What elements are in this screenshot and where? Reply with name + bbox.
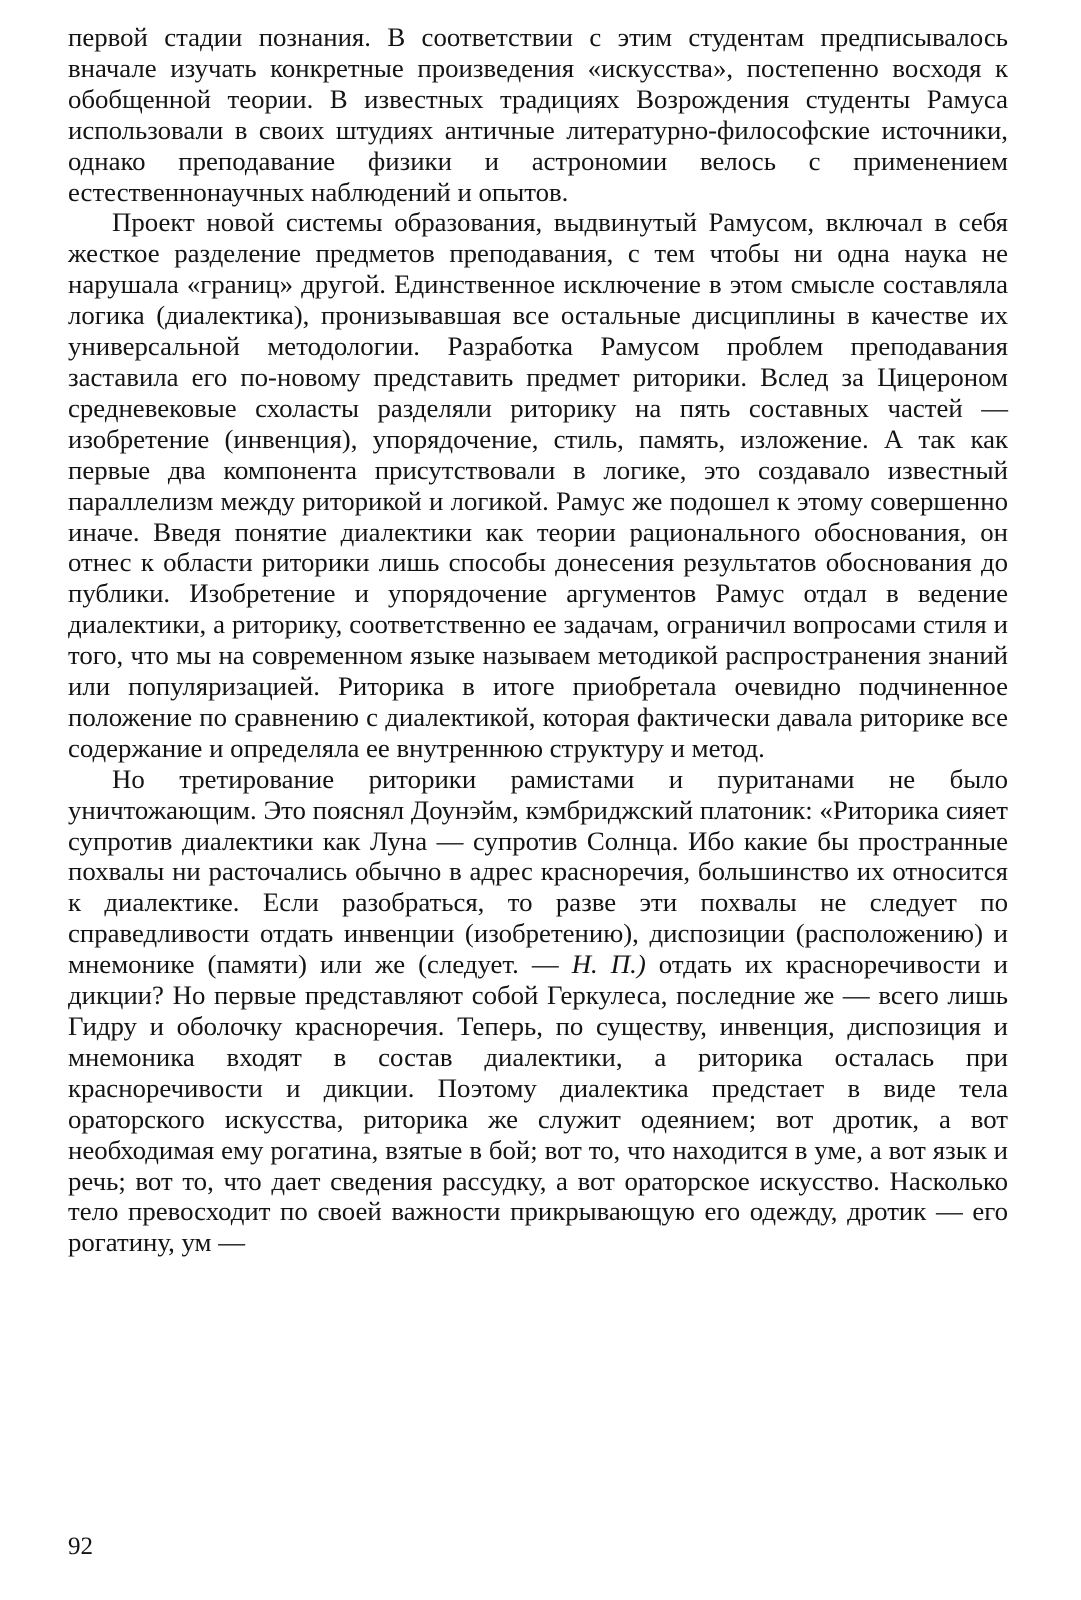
paragraph-2: Проект новой системы образования, выдвинутый Рамусом, включал в себя жесткое разделение предметов преподавания, с тем чтобы ни одна наука не нарушала «границ» другой. Единственное исключение в этом смысле составляла логика (диалектика), пронизывавшая все остальные дисциплины в качестве их универсальной методологии. Разработка Рамусом проблем преподавания заставила его по-новому представить предмет риторики. Вслед за Цицероном средневековые схоласты разделяли риторику на пять составных частей — изобретение (инвенция), упорядочение, стиль, память, изложение. А так как первые два компонента присутствовали в логике, это создавало известный параллелизм между риторикой и логикой. Рамус же подошел к этому совершенно иначе. Введя понятие диалектики как теории рационального обоснования, он отнес к области риторики лишь способы донесения результатов обоснования до публики. Изобретение и упорядочение аргументов Рамус отдал в ведение диалектики, а риторику, соответственно ее задачам, ограничил вопросами стиля и того, что мы на современном языке называем методикой распространения знаний или популяризацией. Риторика в итоге приобретала очевидно подчиненное положение по сравнению с диалектикой, которая фактически давала риторике все содержание и определяла ее внутреннюю структуру и метод. — [68, 207, 1008, 763]
paragraph-3 — [68, 764, 1008, 1259]
paragraph-1: первой стадии познания. В соответствии с этим студентам предписывалось вначале изучать конкретные произведения «искусства», постепенно восходя к обобщенной теории. В известных традициях Возрождения студенты Рамуса использовали в своих штудиях античные литературно-философские источники, однако преподавание физики и астрономии велось с применением естественнонаучных наблюдений и опытов. — [68, 22, 1008, 207]
paragraph-3-text-before: Но третирование риторики рамистами и пуританами не было уничтожающим. Это пояснял Доунэйм, кэмбриджский платоник: «Риторика сияет супротив диалектики как Луна — супротив Солнца. Ибо какие бы пространные похвалы ни расточались обычно в адрес красноречия, большинство их относится к диалектике. Если разобраться, то разве эти похвалы не следует по справедливости отдать инвенции (изобретению), диспозиции (расположению) и мнемонике (памяти) или же (следует. — — [68, 763, 1008, 980]
paragraph-3-text-after: отдать их красноречивости и дикции? Но первые представляют собой Геркулеса, последние же — всего лишь Гидру и оболочку красноречия. Теперь, по существу, инвенция, диспозиция и мнемоника входят в состав диалектики, а риторика осталась при красноречивости и дикции. Поэтому диалектика предстает в виде тела ораторского искусства, риторика же служит одеянием; вот дротик, а вот необходимая ему рогатина, взятые в бой; вот то, что находится в уме, а вот язык и речь; вот то, что дает сведения рассудку, а вот ораторское искусство. Насколько тело превосходит по своей важности прикрывающую его одежду, дротик — его рогатину, ум — — [68, 949, 1008, 1258]
page-number: 92 — [68, 1533, 93, 1560]
editor-initials: Н. П.) — [571, 949, 646, 980]
page-body — [68, 22, 1008, 1258]
